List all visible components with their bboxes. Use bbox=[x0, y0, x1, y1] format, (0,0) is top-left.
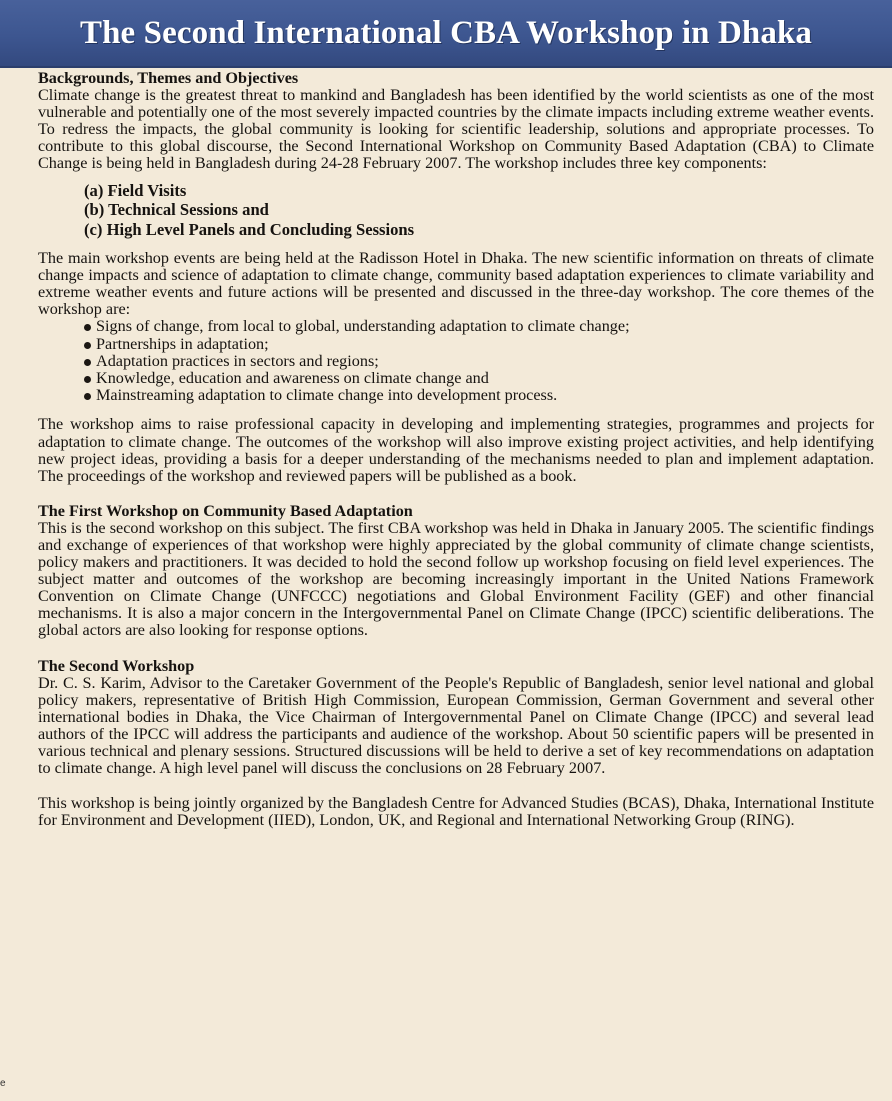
article-body bbox=[38, 70, 874, 829]
margin-credit bbox=[2, 846, 12, 976]
theme-item: Mainstreaming adaptation to climate change into development process. bbox=[84, 387, 874, 404]
aims-paragraph: The workshop aims to raise professional capacity in developing and implementing strategies, programmes and projects for adaptation to climate change. The outcomes of the workshop will also improve existing project activities, and help identifying new project ideas, providing a basis for a deeper understanding of the mechanisms needed to plan and implement adaptation. The proceedings of the workshop and reviewed papers will be published as a book. bbox=[38, 415, 874, 485]
section-heading: The Second Workshop bbox=[38, 656, 195, 675]
theme-item: Partnerships in adaptation; bbox=[84, 336, 874, 353]
second-workshop-paragraph: Dr. C. S. Karim, Advisor to the Caretaker Government of the People's Republic of Bangladesh, senior level national and global policy makers, representative of British High Commission, European Commission, German Government and several other international bodies in Dhaka, the Vice Chairman of Intergovernmental Panel on Climate Change (IPCC) and several lead authors of the IPCC will address the participants and audience of the workshop. About 50 scientific papers will be presented in various technical and plenary sessions. Structured discussions will be held to derive a set of key recommendations on adaptation to climate change. A high level panel will discuss the conclusions on 28 February 2007. bbox=[38, 673, 874, 778]
page-title: The Second International CBA Workshop in Dhaka bbox=[79, 14, 813, 51]
first-workshop-paragraph: This is the second workshop on this subject. The first CBA workshop was held in Dhaka in January 2005. The scientific findings and exchange of experiences of that workshop were highly appreciated by the global community of climate change scientists, policy makers and practitioners. It was decided to hold the second follow up workshop focusing on field level experiences. The subject matter and outcomes of the workshop are becoming increasingly important in the United Nations Framework Convention on Climate Change (UNFCCC) negotiations and Global Environment Facility (GEF) and other financial mechanisms. It is also a major concern in the Intergovernmental Panel on Climate Change (IPCC) scientific deliberations. The global actors are also looking for response options. bbox=[38, 518, 874, 640]
page-mark: e bbox=[0, 1078, 6, 1089]
section-organizers bbox=[38, 795, 874, 829]
theme-item: Signs of change, from local to global, understanding adaptation to climate change; bbox=[84, 318, 874, 335]
section-backgrounds bbox=[38, 70, 874, 485]
themes-list bbox=[38, 318, 874, 404]
component-item: (c) High Level Panels and Concluding Sessions bbox=[84, 219, 415, 239]
events-paragraph: The main workshop events are being held at the Radisson Hotel in Dhaka. The new scientific information on threats of climate change impacts and science of adaptation to climate change, community based adaptation experiences to climate variability and extreme weather events and future actions will be presented and discussed in the three-day workshop. The core themes of the workshop are: bbox=[38, 249, 874, 319]
section-heading: The First Workshop on Community Based Adaptation bbox=[38, 501, 413, 520]
component-item: (a) Field Visits bbox=[84, 180, 187, 200]
section-second-workshop bbox=[38, 658, 874, 778]
organizers-paragraph: This workshop is being jointly organized by the Bangladesh Centre for Advanced Studies (BCAS), Dhaka, International Institute for Environment and Development (IIED), London, UK, and Regional and International Networking Group (RING). bbox=[38, 794, 874, 830]
title-banner bbox=[0, 0, 892, 68]
theme-item: Adaptation practices in sectors and regions; bbox=[84, 353, 874, 370]
section-heading: Backgrounds, Themes and Objectives bbox=[38, 69, 299, 87]
component-item: (b) Technical Sessions and bbox=[84, 200, 269, 220]
theme-item: Knowledge, education and awareness on climate change and bbox=[84, 370, 874, 387]
section-first-workshop bbox=[38, 503, 874, 640]
components-list bbox=[38, 181, 874, 240]
intro-paragraph: Climate change is the greatest threat to mankind and Bangladesh has been identified by the world scientists as one of the most vulnerable and potentially one of the most severely impacted countries by the climate impacts including extreme weather events. To redress the impacts, the global community is looking for scientific leadership, solutions and appropriate processes. To contribute to this global discourse, the Second International Workshop on Community Based Adaptation (CBA) to Climate Change is being held in Bangladesh during 24-28 February 2007. The workshop includes three key components: bbox=[38, 86, 874, 173]
